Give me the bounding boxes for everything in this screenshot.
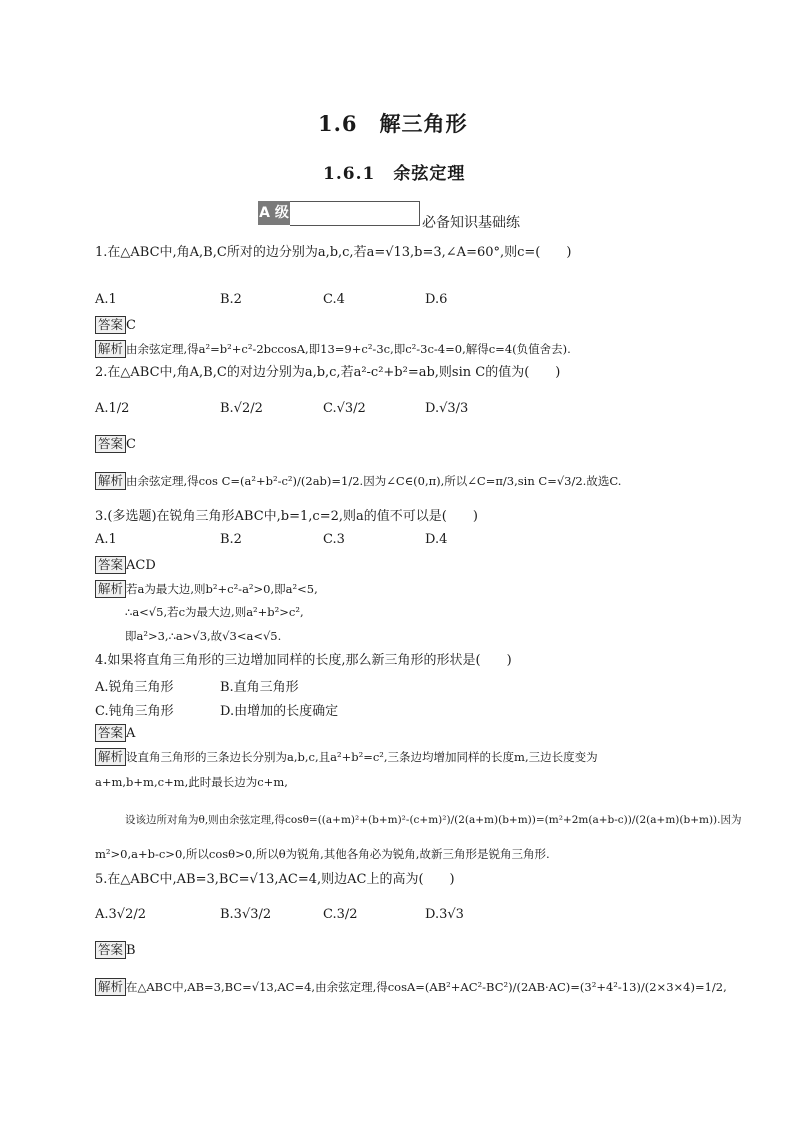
q5-answer-value: B [126, 943, 136, 958]
q3-analysis-line-3: 即a²>3,∴a>√3,故√3<a<√5. [125, 629, 282, 643]
q1-option-d: D.6 [425, 292, 448, 307]
q4-analysis-line-1: 设直角三角形的三条边长分别为a,b,c,且a²+b²=c²,三条边均增加同样的长度m,三边长度变为 [126, 750, 598, 764]
q3-answer [95, 556, 156, 574]
analysis-tag: 解析 [95, 580, 126, 598]
page-title: 1.6 解三角形 [318, 111, 468, 136]
question-5: 5.在△ABC中,AB=3,BC=√13,AC=4,则边AC上的高为( ) [95, 872, 455, 887]
q2-option-c: C.√3/2 [323, 401, 366, 416]
analysis-tag: 解析 [95, 748, 126, 766]
answer-tag: 答案 [95, 724, 126, 742]
q3-analysis [95, 580, 318, 598]
q3-option-a: A.1 [95, 532, 117, 547]
question-3: 3.(多选题)在锐角三角形ABC中,b=1,c=2,则a的值不可以是( ) [95, 509, 478, 524]
q2-option-a: A.1/2 [95, 401, 130, 416]
level-label: 必备知识基础练 [422, 215, 520, 231]
q4-analysis [95, 748, 598, 766]
q5-option-a: A.3√2/2 [95, 907, 146, 922]
q5-option-c: C.3/2 [323, 907, 358, 922]
answer-tag: 答案 [95, 435, 126, 453]
level-badge: A 级 [258, 201, 290, 225]
q4-option-b: B.直角三角形 [220, 680, 299, 695]
q2-analysis-text: 由余弦定理,得cos C=(a²+b²-c²)/(2ab)=1/2.因为∠C∈(0,π),所以∠C=π/3,sin C=√3/2.故选C. [126, 474, 622, 488]
q3-option-d: D.4 [425, 532, 448, 547]
q5-analysis-text: 在△ABC中,AB=3,BC=√13,AC=4,由余弦定理,得cosA=(AB²+AC²-BC²)/(2AB·AC)=(3²+4²-13)/(2×3×4)=1/2, [126, 980, 727, 994]
q2-option-d: D.√3/3 [425, 401, 469, 416]
q3-analysis-line-2: ∴a<√5,若c为最大边,则a²+b²>c², [125, 605, 304, 619]
q5-option-b: B.3√3/2 [220, 907, 272, 922]
q3-answer-value: ACD [126, 558, 156, 573]
q1-answer [95, 316, 136, 334]
q3-option-c: C.3 [323, 532, 345, 547]
question-2: 2.在△ABC中,角A,B,C的对边分别为a,b,c,若a²-c²+b²=ab,则sin C的值为( ) [95, 365, 561, 380]
question-4: 4.如果将直角三角形的三边增加同样的长度,那么新三角形的形状是( ) [95, 653, 512, 668]
q4-option-a: A.锐角三角形 [95, 680, 174, 695]
q5-option-d: D.3√3 [425, 907, 464, 922]
q2-answer-value: C [126, 437, 136, 452]
answer-tag: 答案 [95, 556, 126, 574]
answer-tag: 答案 [95, 941, 126, 959]
q1-option-a: A.1 [95, 292, 117, 307]
analysis-tag: 解析 [95, 978, 126, 996]
q1-analysis [95, 340, 571, 358]
section-title: 1.6.1 余弦定理 [323, 164, 466, 184]
q4-analysis-line-3: 设该边所对角为θ,则由余弦定理,得cosθ=((a+m)²+(b+m)²-(c+m)²)/(2(a+m)(b+m))=(m²+2m(a+b-c))/(2(a+m)(b+m)).因为 [125, 814, 742, 826]
q4-option-d: D.由增加的长度确定 [220, 704, 339, 719]
q1-option-b: B.2 [220, 292, 242, 307]
analysis-tag: 解析 [95, 340, 126, 358]
q3-option-b: B.2 [220, 532, 242, 547]
q4-option-c: C.钝角三角形 [95, 704, 174, 719]
answer-tag: 答案 [95, 316, 126, 334]
q3-analysis-line-1: 若a为最大边,则b²+c²-a²>0,即a²<5, [126, 582, 318, 596]
q1-option-c: C.4 [323, 292, 345, 307]
q1-answer-value: C [126, 318, 136, 333]
q4-analysis-line-4: m²>0,a+b-c>0,所以cosθ>0,所以θ为锐角,其他各角必为锐角,故新三角形是锐角三角形. [95, 847, 550, 861]
q4-answer-value: A [126, 726, 136, 741]
q2-analysis [95, 472, 621, 490]
analysis-tag: 解析 [95, 472, 126, 490]
q2-option-b: B.√2/2 [220, 401, 263, 416]
q1-analysis-text: 由余弦定理,得a²=b²+c²-2bccosA,即13=9+c²-3c,即c²-3c-4=0,解得c=4(负值舍去). [126, 342, 571, 356]
level-divider [290, 201, 420, 226]
q5-answer [95, 941, 136, 959]
q5-analysis [95, 978, 727, 996]
q4-analysis-line-2: a+m,b+m,c+m,此时最长边为c+m, [95, 775, 288, 789]
question-1: 1.在△ABC中,角A,B,C所对的边分别为a,b,c,若a=√13,b=3,∠A=60°,则c=( ) [95, 245, 572, 260]
q4-answer [95, 724, 135, 742]
q2-answer [95, 435, 136, 453]
